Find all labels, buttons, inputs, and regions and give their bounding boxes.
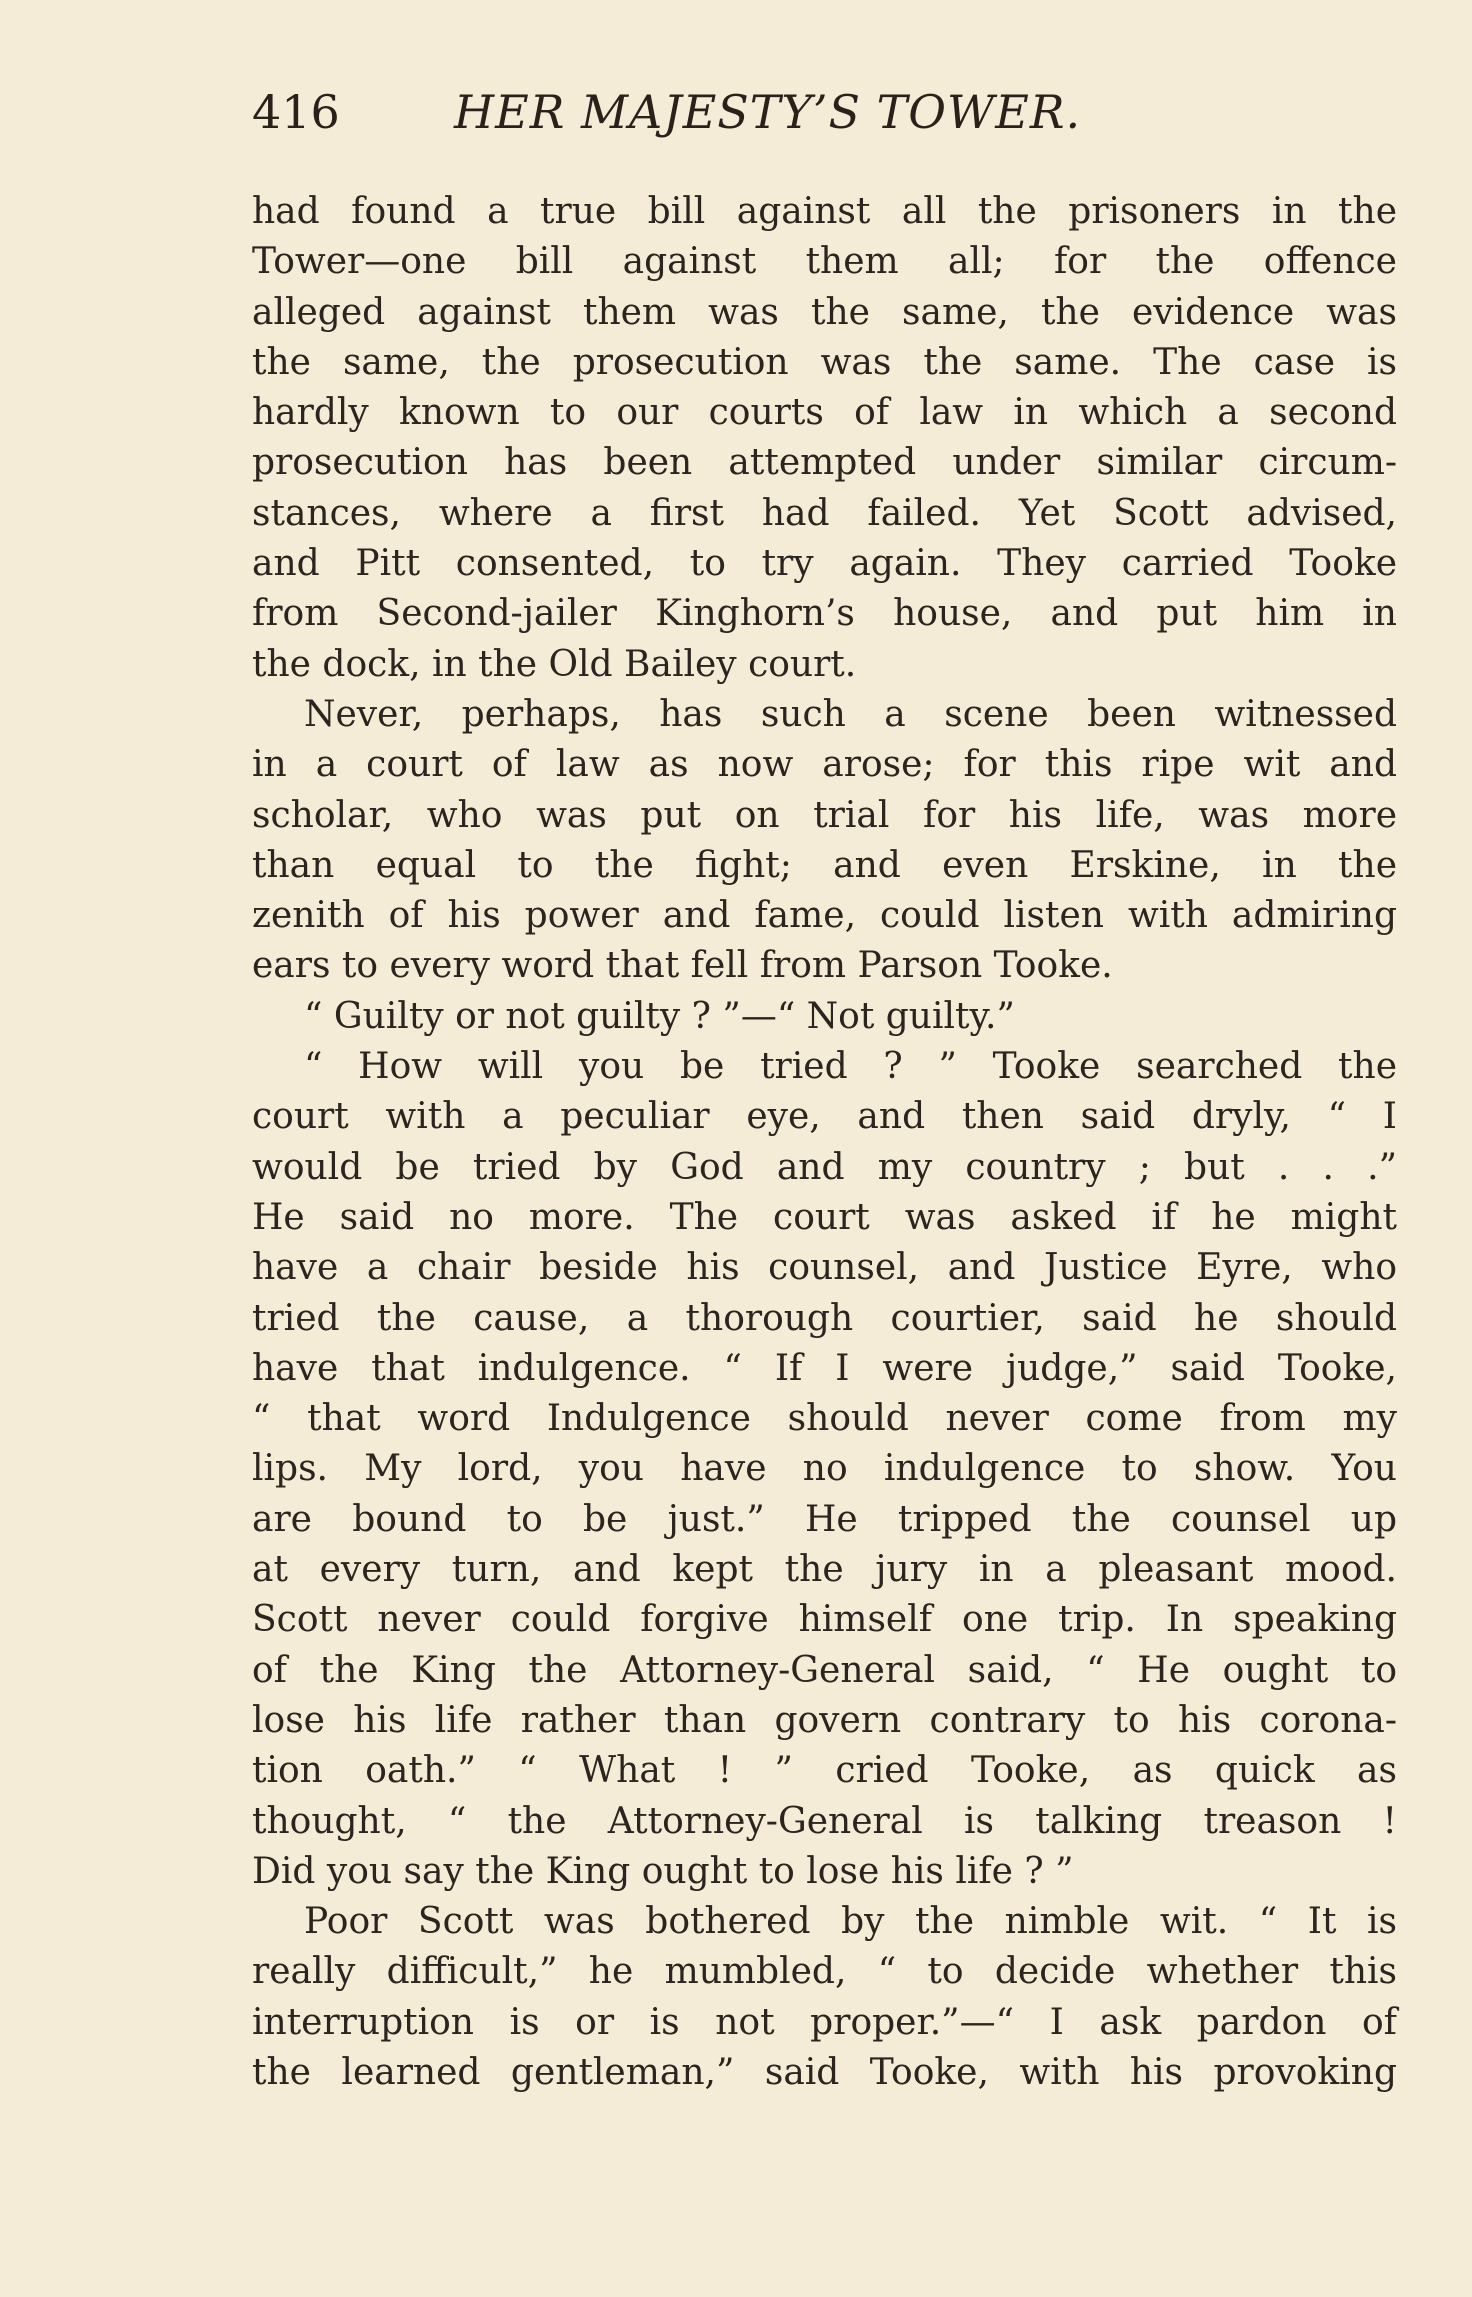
text-line: at every turn, and kept the jury in a pleasant mood. [252,1549,1397,1591]
body-text [252,187,1397,2098]
text-line: Tower—one bill against them all; for the offence [252,241,1397,283]
text-line: had found a true bill against all the prisoners in the [252,191,1397,232]
text-line: prosecution has been attempted under similar circum- [252,442,1397,484]
text-line: zenith of his power and fame, could listen with admiring [252,895,1397,937]
text-line: are bound to be just.” He tripped the counsel up [252,1498,1397,1540]
text-line: court with a peculiar eye, and then said dryly, “ I [252,1096,1397,1138]
text-line: thought, “ the Attorney-General is talking treason ! [252,1800,1397,1842]
text-line: the dock, in the Old Bailey court. [252,643,857,685]
text-line: have that indulgence. “ If I were judge,” said Tooke, [252,1347,1397,1389]
text-line: really difficult,” he mumbled, “ to decide whether this [252,1951,1397,1993]
running-head [252,82,1402,142]
text-line: tion oath.” “ What ! ” cried Tooke, as quick as [252,1750,1397,1792]
text-line: Scott never could forgive himself one trip. In speaking [252,1599,1397,1641]
text-line: Poor Scott was bothered by the nimble wit. “ It is [304,1901,1397,1943]
text-line: “ Guilty or not guilty ? ”—“ Not guilty.” [304,995,1015,1037]
text-line: stances, where a first had failed. Yet Scott advised, [252,492,1397,534]
text-line: the learned gentleman,” said Tooke, with his provoking [252,2051,1397,2093]
text-line: “ How will you be tried ? ” Tooke searched the [304,1046,1397,1088]
text-line: interruption is or is not proper.”—“ I ask pardon of [252,2001,1397,2043]
text-line: from Second-jailer Kinghorn’s house, and put him in [252,593,1397,635]
text-line: scholar, who was put on trial for his life, was more [252,794,1397,836]
text-line: Did you say the King ought to lose his life ? ” [252,1850,1074,1892]
text-line: would be tried by God and my country ; but . . .” [252,1146,1397,1188]
text-line: hardly known to our courts of law in which a second [252,392,1397,434]
text-line: of the King the Attorney-General said, “ He ought to [252,1649,1397,1691]
text-line: alleged against them was the same, the evidence was [252,291,1397,333]
text-line: tried the cause, a thorough courtier, said he should [252,1297,1397,1339]
text-line: and Pitt consented, to try again. They carried Tooke [252,543,1397,585]
text-line: He said no more. The court was asked if he might [252,1196,1397,1238]
text-line: than equal to the fight; and even Erskine, in the [252,844,1397,886]
text-line: have a chair beside his counsel, and Justice Eyre, who [252,1247,1397,1289]
text-line: Never, perhaps, has such a scene been witnessed [304,693,1397,735]
text-line: lose his life rather than govern contrary to his corona- [252,1699,1397,1741]
running-title: HER MAJESTY’S TOWER. [454,85,1082,139]
text-line: the same, the prosecution was the same. The case is [252,341,1397,383]
text-line: ears to every word that fell from Parson Tooke. [252,945,1113,987]
text-line: lips. My lord, you have no indulgence to show. You [252,1448,1397,1490]
page-number: 416 [252,85,340,139]
text-line: in a court of law as now arose; for this ripe wit and [252,744,1397,786]
text-line: “ that word Indulgence should never come from my [252,1398,1397,1440]
